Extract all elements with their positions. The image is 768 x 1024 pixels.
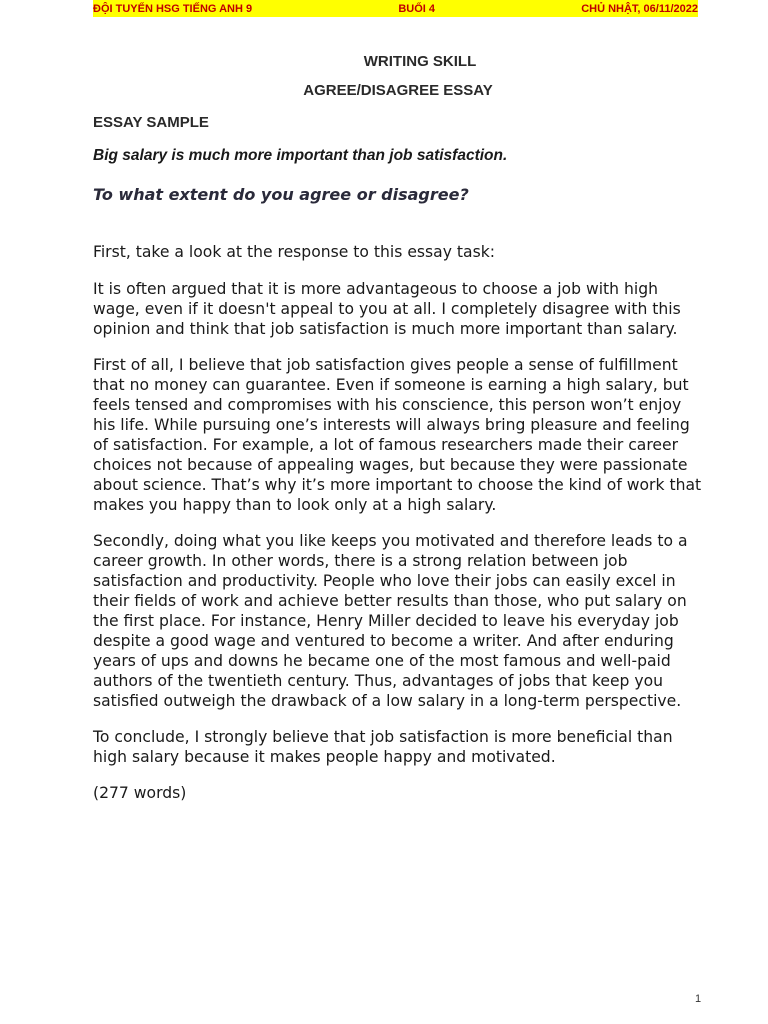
essay-paragraph-2: First of all, I believe that job satisfaction gives people a sense of fulfillment that no money can guarantee. Even if someone is earning a high salary, but feels tensed and compromises with his conscience, this person won’t enjoy his life. While pursuing one’s interests will always bring pleasure and feeling of satisfaction. For example, a lot of famous researchers made their career choices not because of appealing wages, but because they were passionate about science. That’s why it’s more important to choose the kind of work that makes you happy than to look only at a high salary.	[93, 356, 702, 514]
essay-prompt: Big salary is much more important than job satisfaction.	[93, 147, 508, 164]
document-body	[93, 53, 703, 803]
page-subtitle: AGREE/DISAGREE ESSAY	[303, 82, 493, 99]
essay-paragraph-1: It is often argued that it is more advantageous to choose a job with high wage, even if it doesn't appeal to you at all. I completely disagree with this opinion and think that job satisfaction is much more important than salary.	[93, 280, 681, 338]
page-title: WRITING SKILL	[363, 53, 477, 70]
intro-text: First, take a look at the response to this essay task:	[93, 243, 495, 261]
header-date: CHỦ NHẬT, 06/11/2022	[581, 2, 698, 15]
page-number: 1	[695, 993, 702, 1005]
header-session: BUỔI 4	[398, 2, 435, 15]
essay-question: To what extent do you agree or disagree?	[93, 185, 469, 204]
essay-paragraph-3: Secondly, doing what you like keeps you motivated and therefore leads to a career growth. In other words, there is a strong relation between job satisfaction and productivity. People who love their jobs can easily excel in their fields of work and achieve better results than those, who put salary on the first place. For instance, Henry Miller decided to leave his everyday job despite a good wage and ventured to become a writer. And after enduring years of ups and downs he became one of the most famous and well-paid authors of the twentieth century. Thus, advantages of jobs that keep you satisfied outweigh the drawback of a low salary in a long-term perspective.	[93, 532, 688, 710]
section-label: ESSAY SAMPLE	[93, 114, 209, 131]
page-header	[93, 0, 698, 17]
essay-paragraph-4: To conclude, I strongly believe that job satisfaction is more beneficial than high salary because it makes people happy and motivated.	[93, 728, 673, 766]
header-team: ĐỘI TUYỂN HSG TIẾNG ANH 9	[93, 2, 253, 15]
word-count: (277 words)	[93, 784, 187, 802]
